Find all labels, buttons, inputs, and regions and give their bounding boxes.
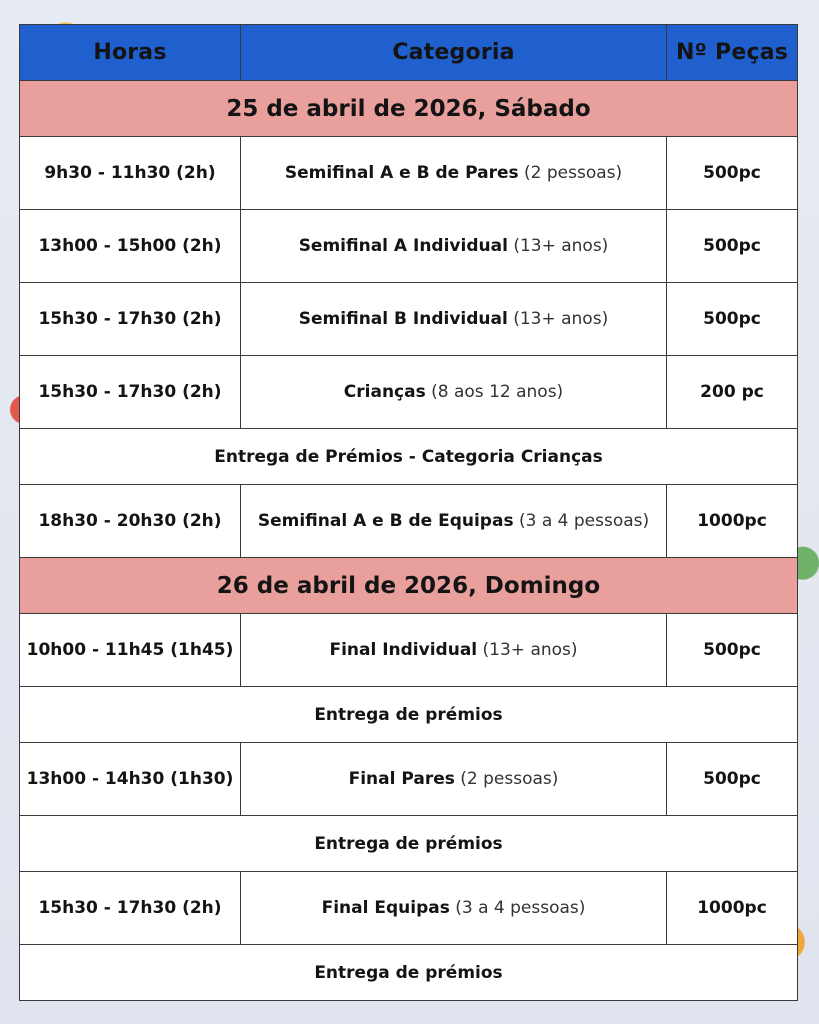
category-cell xyxy=(241,356,667,429)
category-name: Semifinal A e B de Pares xyxy=(284,163,519,183)
category-note: (13+ anos) xyxy=(482,640,578,660)
category-name: Crianças xyxy=(343,382,426,402)
pieces-cell: 1000pc xyxy=(667,872,798,945)
category-cell xyxy=(241,614,667,687)
table-row xyxy=(20,283,798,356)
table-row xyxy=(20,485,798,558)
category-note: (2 pessoas) xyxy=(524,163,623,183)
table-row xyxy=(20,356,798,429)
category-cell xyxy=(241,137,667,210)
day-row xyxy=(20,81,798,137)
category-cell xyxy=(241,872,667,945)
category-note: (2 pessoas) xyxy=(460,769,559,789)
day-label: 25 de abril de 2026, Sábado xyxy=(20,81,798,137)
awards-row xyxy=(20,945,798,1001)
category-cell xyxy=(241,743,667,816)
category-note: (3 a 4 pessoas) xyxy=(455,898,586,918)
category-note: (3 a 4 pessoas) xyxy=(518,511,650,531)
hours-cell: 18h30 - 20h30 (2h) xyxy=(20,485,241,558)
hours-cell: 13h00 - 14h30 (1h30) xyxy=(20,743,241,816)
pieces-cell: 500pc xyxy=(667,283,798,356)
awards-row xyxy=(20,429,798,485)
awards-label: Entrega de prémios xyxy=(20,816,798,872)
day-row xyxy=(20,558,798,614)
category-name: Semifinal B Individual xyxy=(298,309,508,329)
header-pieces: Nº Peças xyxy=(667,25,798,81)
category-cell xyxy=(241,283,667,356)
category-name: Final Individual xyxy=(329,640,478,660)
pieces-cell: 500pc xyxy=(667,210,798,283)
schedule-table xyxy=(19,24,798,1001)
hours-cell: 15h30 - 17h30 (2h) xyxy=(20,283,241,356)
pieces-cell: 500pc xyxy=(667,614,798,687)
table-row xyxy=(20,210,798,283)
table-header-row xyxy=(20,25,798,81)
hours-cell: 15h30 - 17h30 (2h) xyxy=(20,872,241,945)
awards-label: Entrega de Prémios - Categoria Crianças xyxy=(20,429,798,485)
category-cell xyxy=(241,210,667,283)
pieces-cell: 200 pc xyxy=(667,356,798,429)
awards-row xyxy=(20,816,798,872)
category-note: (13+ anos) xyxy=(513,236,609,256)
pieces-cell: 500pc xyxy=(667,137,798,210)
category-name: Final Pares xyxy=(348,769,455,789)
category-note: (8 aos 12 anos) xyxy=(431,382,564,402)
header-hours: Horas xyxy=(20,25,241,81)
header-category: Categoria xyxy=(241,25,667,81)
category-name: Semifinal A Individual xyxy=(298,236,508,256)
awards-label: Entrega de prémios xyxy=(20,687,798,743)
awards-label: Entrega de prémios xyxy=(20,945,798,1001)
hours-cell: 10h00 - 11h45 (1h45) xyxy=(20,614,241,687)
table-row xyxy=(20,137,798,210)
category-note: (13+ anos) xyxy=(513,309,609,329)
category-name: Final Equipas xyxy=(321,898,450,918)
pieces-cell: 1000pc xyxy=(667,485,798,558)
table-row xyxy=(20,743,798,816)
hours-cell: 13h00 - 15h00 (2h) xyxy=(20,210,241,283)
hours-cell: 9h30 - 11h30 (2h) xyxy=(20,137,241,210)
table-row xyxy=(20,614,798,687)
category-cell xyxy=(241,485,667,558)
awards-row xyxy=(20,687,798,743)
pieces-cell: 500pc xyxy=(667,743,798,816)
table-row xyxy=(20,872,798,945)
hours-cell: 15h30 - 17h30 (2h) xyxy=(20,356,241,429)
category-name: Semifinal A e B de Equipas xyxy=(257,511,514,531)
day-label: 26 de abril de 2026, Domingo xyxy=(20,558,798,614)
